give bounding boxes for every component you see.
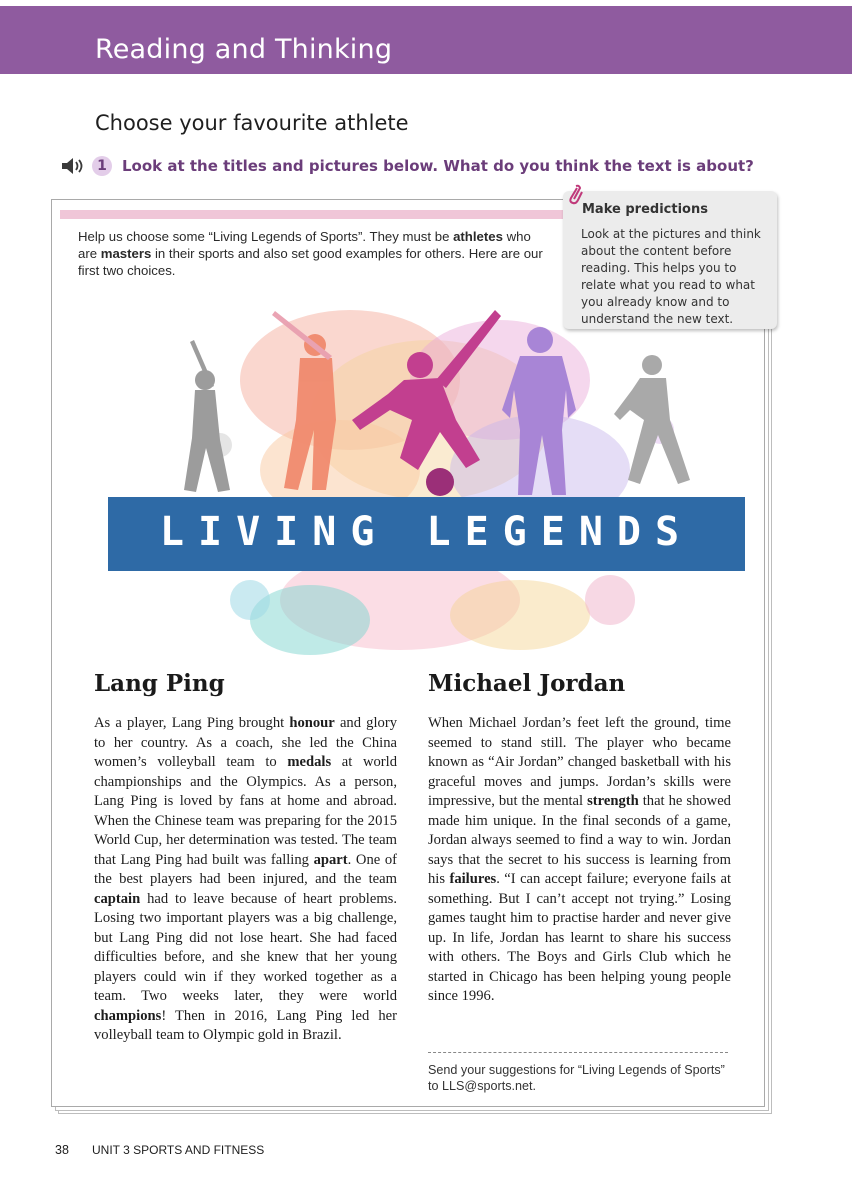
article-text: . “I can accept failure; everyone fails at something. But I can’t accept not trying.” Losing games taught him to practise harder and never give up. In life, Jordan has learnt to share his success with others. The Boys and Girls Club which he started in Chicago has been helping young people since 1996.	[428, 871, 731, 1004]
keyword: captain	[94, 890, 141, 907]
tip-body: Look at the pictures and think about the content before reading. This helps you to relate what you read to what you already know and to understand the new text.	[581, 227, 761, 326]
activity-instruction	[60, 156, 754, 176]
athlete-name-michael-jordan: Michael Jordan	[428, 670, 626, 697]
keyword-athletes: athletes	[453, 229, 503, 244]
article-text: had to leave because of heart problems. Losing two important players was a big challenge, but Lang Ping did not lose heart. She had faced difficulties before, and she knew that her young players could win if they worked together as a team. Two weeks later, they were world	[94, 890, 397, 1004]
keyword: failures	[449, 871, 497, 887]
article-text: When Michael Jordan’s feet left the ground, time seemed to stand still. The player who became known as “Air Jordan” changed basketball with his graceful moves and jumps. Jordan’s skills were impressive, but the mental	[428, 715, 731, 809]
article-text: . One of the best players had been injured, and the team	[94, 851, 397, 887]
page-number: 38	[55, 1143, 69, 1157]
activity-number: 1	[92, 156, 112, 176]
section-title: Choose your favourite athlete	[95, 111, 409, 135]
keyword: strength	[587, 793, 639, 809]
article-text: ! Then in 2016, Lang Ping led her volleyball team to Olympic gold in Brazil.	[94, 1007, 397, 1043]
paperclip-icon	[567, 184, 583, 208]
keyword: champions	[94, 1007, 162, 1024]
pink-accent-bar	[60, 210, 595, 219]
article-text: and glory to her country. As a coach, she led the China women’s volleyball team to	[94, 715, 397, 770]
tip-title: Make predictions	[582, 202, 708, 217]
athlete-name-lang-ping: Lang Ping	[94, 670, 225, 697]
keyword: apart	[313, 851, 348, 868]
keyword: honour	[289, 715, 335, 731]
keyword-masters: masters	[100, 246, 152, 261]
article-text: at world championships and the Olympics. As a person, Lang Ping is loved by fans at home and abroad. When the Chinese team was preparing for the 2015 World Cup, her determination was tested. The team that Lang Ping had built was falling	[94, 754, 397, 868]
dashed-divider	[428, 1052, 728, 1053]
athlete-article-lang-ping	[94, 714, 397, 1046]
unit-label: UNIT 3 SPORTS AND FITNESS	[92, 1143, 265, 1157]
banner-title: LIVING LEGENDS	[159, 509, 694, 555]
intro-paragraph: Help us choose some “Living Legends of Sports”. They must be athletes who are masters in their sports and also set good examples for others. Here are our first two choices.	[78, 229, 543, 278]
keyword: medals	[287, 754, 332, 770]
athletes-illustration	[100, 270, 760, 670]
article-text: As a player, Lang Ping brought	[94, 715, 290, 731]
suggestion-note: Send your suggestions for “Living Legends of Sports” to LLS@sports.net.	[428, 1063, 725, 1093]
speaker-icon[interactable]	[60, 157, 86, 175]
article-text: that he showed made him unique. In the final seconds of a game, Jordan always seemed to find a way to win. Jordan says that the secret to his success is learning from his	[428, 793, 731, 887]
athlete-article-michael-jordan	[428, 714, 731, 1007]
activity-instruction-text: Look at the titles and pictures below. What do you think the text is about?	[122, 157, 754, 175]
page-header-title: Reading and Thinking	[95, 34, 393, 65]
